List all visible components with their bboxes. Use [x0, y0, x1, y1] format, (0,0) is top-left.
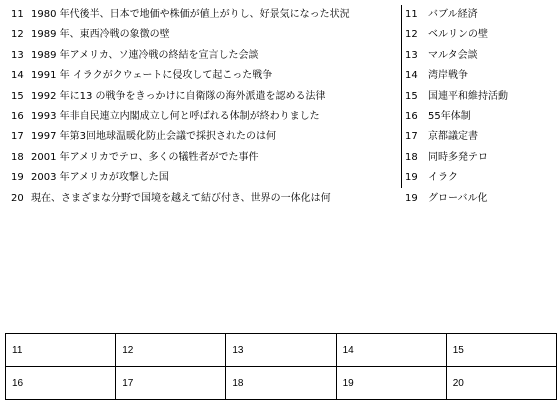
answer-cell-15[interactable]: 15	[446, 334, 556, 367]
question-item	[11, 168, 396, 188]
answer-item	[402, 25, 552, 45]
answer-number: 19	[405, 172, 418, 184]
answer-item	[402, 46, 552, 66]
question-text: 1993 年非自民連立内閣成立し何と呼ばれる体制が終わりました	[31, 110, 320, 122]
answer-number: 13	[405, 49, 418, 61]
answer-item	[402, 107, 552, 127]
question-number: 13	[11, 49, 24, 61]
question-item	[11, 66, 396, 86]
question-text: 1992 年に13 の戦争をきっかけに自衛隊の海外派遣を認める法律	[31, 90, 326, 102]
answer-text: グローバル化	[428, 192, 488, 204]
question-number: 18	[11, 151, 24, 163]
answer-number: 15	[405, 90, 418, 102]
question-item	[11, 189, 396, 209]
answer-grid-row	[6, 334, 557, 367]
answer-item	[402, 148, 552, 168]
question-text: 1991 年 イラクがクウェートに侵攻して起こった戦争	[31, 70, 273, 82]
question-text: 2003 年アメリカが攻撃した国	[31, 172, 169, 184]
answer-text: バブル経済	[428, 9, 478, 20]
answer-cell-11[interactable]: 11	[6, 334, 116, 367]
question-number: 19	[11, 172, 24, 184]
question-number: 17	[11, 131, 24, 143]
question-text: 1980 年代後半、日本で地価や株価が値上がりし、好景気になった状況	[31, 9, 350, 20]
answer-number: 12	[405, 29, 418, 41]
question-number: 11	[11, 9, 24, 20]
answer-number: 17	[405, 131, 418, 143]
answer-item	[402, 168, 552, 188]
answer-text: 国連平和維持活動	[428, 90, 508, 102]
question-list	[11, 5, 396, 209]
answer-grid-row	[6, 367, 557, 400]
answer-key	[401, 5, 552, 204]
question-text: 2001 年アメリカでテロ、多くの犠牲者がでた事件	[31, 151, 259, 163]
question-number: 15	[11, 90, 24, 102]
answer-cell-14[interactable]: 14	[336, 334, 446, 367]
question-text: 現在、さまざまな分野で国境を越えて結び付き、世界の一体化は何	[31, 192, 331, 204]
answer-number: 14	[405, 70, 418, 82]
answer-item	[402, 127, 552, 147]
answer-item	[402, 87, 552, 107]
question-number: 16	[11, 110, 24, 122]
question-item	[11, 107, 396, 127]
answer-cell-20[interactable]: 20	[446, 367, 556, 400]
question-number: 20	[11, 192, 24, 204]
answer-number: 16	[405, 110, 418, 122]
answer-text: 湾岸戦争	[428, 70, 468, 82]
answer-text: 同時多発テロ	[428, 151, 488, 163]
question-item	[11, 5, 396, 25]
question-text: 1997 年第3回地球温暖化防止会議で採択されたのは何	[31, 131, 276, 143]
answer-text: 京都議定書	[428, 131, 478, 143]
answer-number: 19	[405, 192, 418, 204]
answer-text: ベルリンの壁	[428, 29, 488, 41]
answer-grid	[5, 333, 557, 400]
answer-number: 18	[405, 151, 418, 163]
answer-cell-18[interactable]: 18	[226, 367, 336, 400]
question-number: 14	[11, 70, 24, 82]
question-text: 1989 年、東西冷戦の象徴の壁	[31, 29, 170, 41]
answer-text: イラク	[428, 172, 458, 184]
answer-cell-12[interactable]: 12	[116, 334, 226, 367]
question-item	[11, 87, 396, 107]
question-text: 1989 年アメリカ、ソ連冷戦の終結を宣言した会談	[31, 49, 259, 61]
answer-cell-16[interactable]: 16	[6, 367, 116, 400]
answer-item	[402, 189, 552, 209]
answer-text: マルタ会談	[428, 49, 478, 61]
question-number: 12	[11, 29, 24, 41]
answer-item	[402, 5, 552, 25]
answer-cell-17[interactable]: 17	[116, 367, 226, 400]
question-item	[11, 127, 396, 147]
answer-cell-19[interactable]: 19	[336, 367, 446, 400]
question-item	[11, 25, 396, 45]
question-item	[11, 148, 396, 168]
answer-text: 55年体制	[428, 110, 471, 122]
answer-number: 11	[405, 9, 418, 20]
answer-cell-13[interactable]: 13	[226, 334, 336, 367]
question-item	[11, 46, 396, 66]
answer-item	[402, 66, 552, 86]
